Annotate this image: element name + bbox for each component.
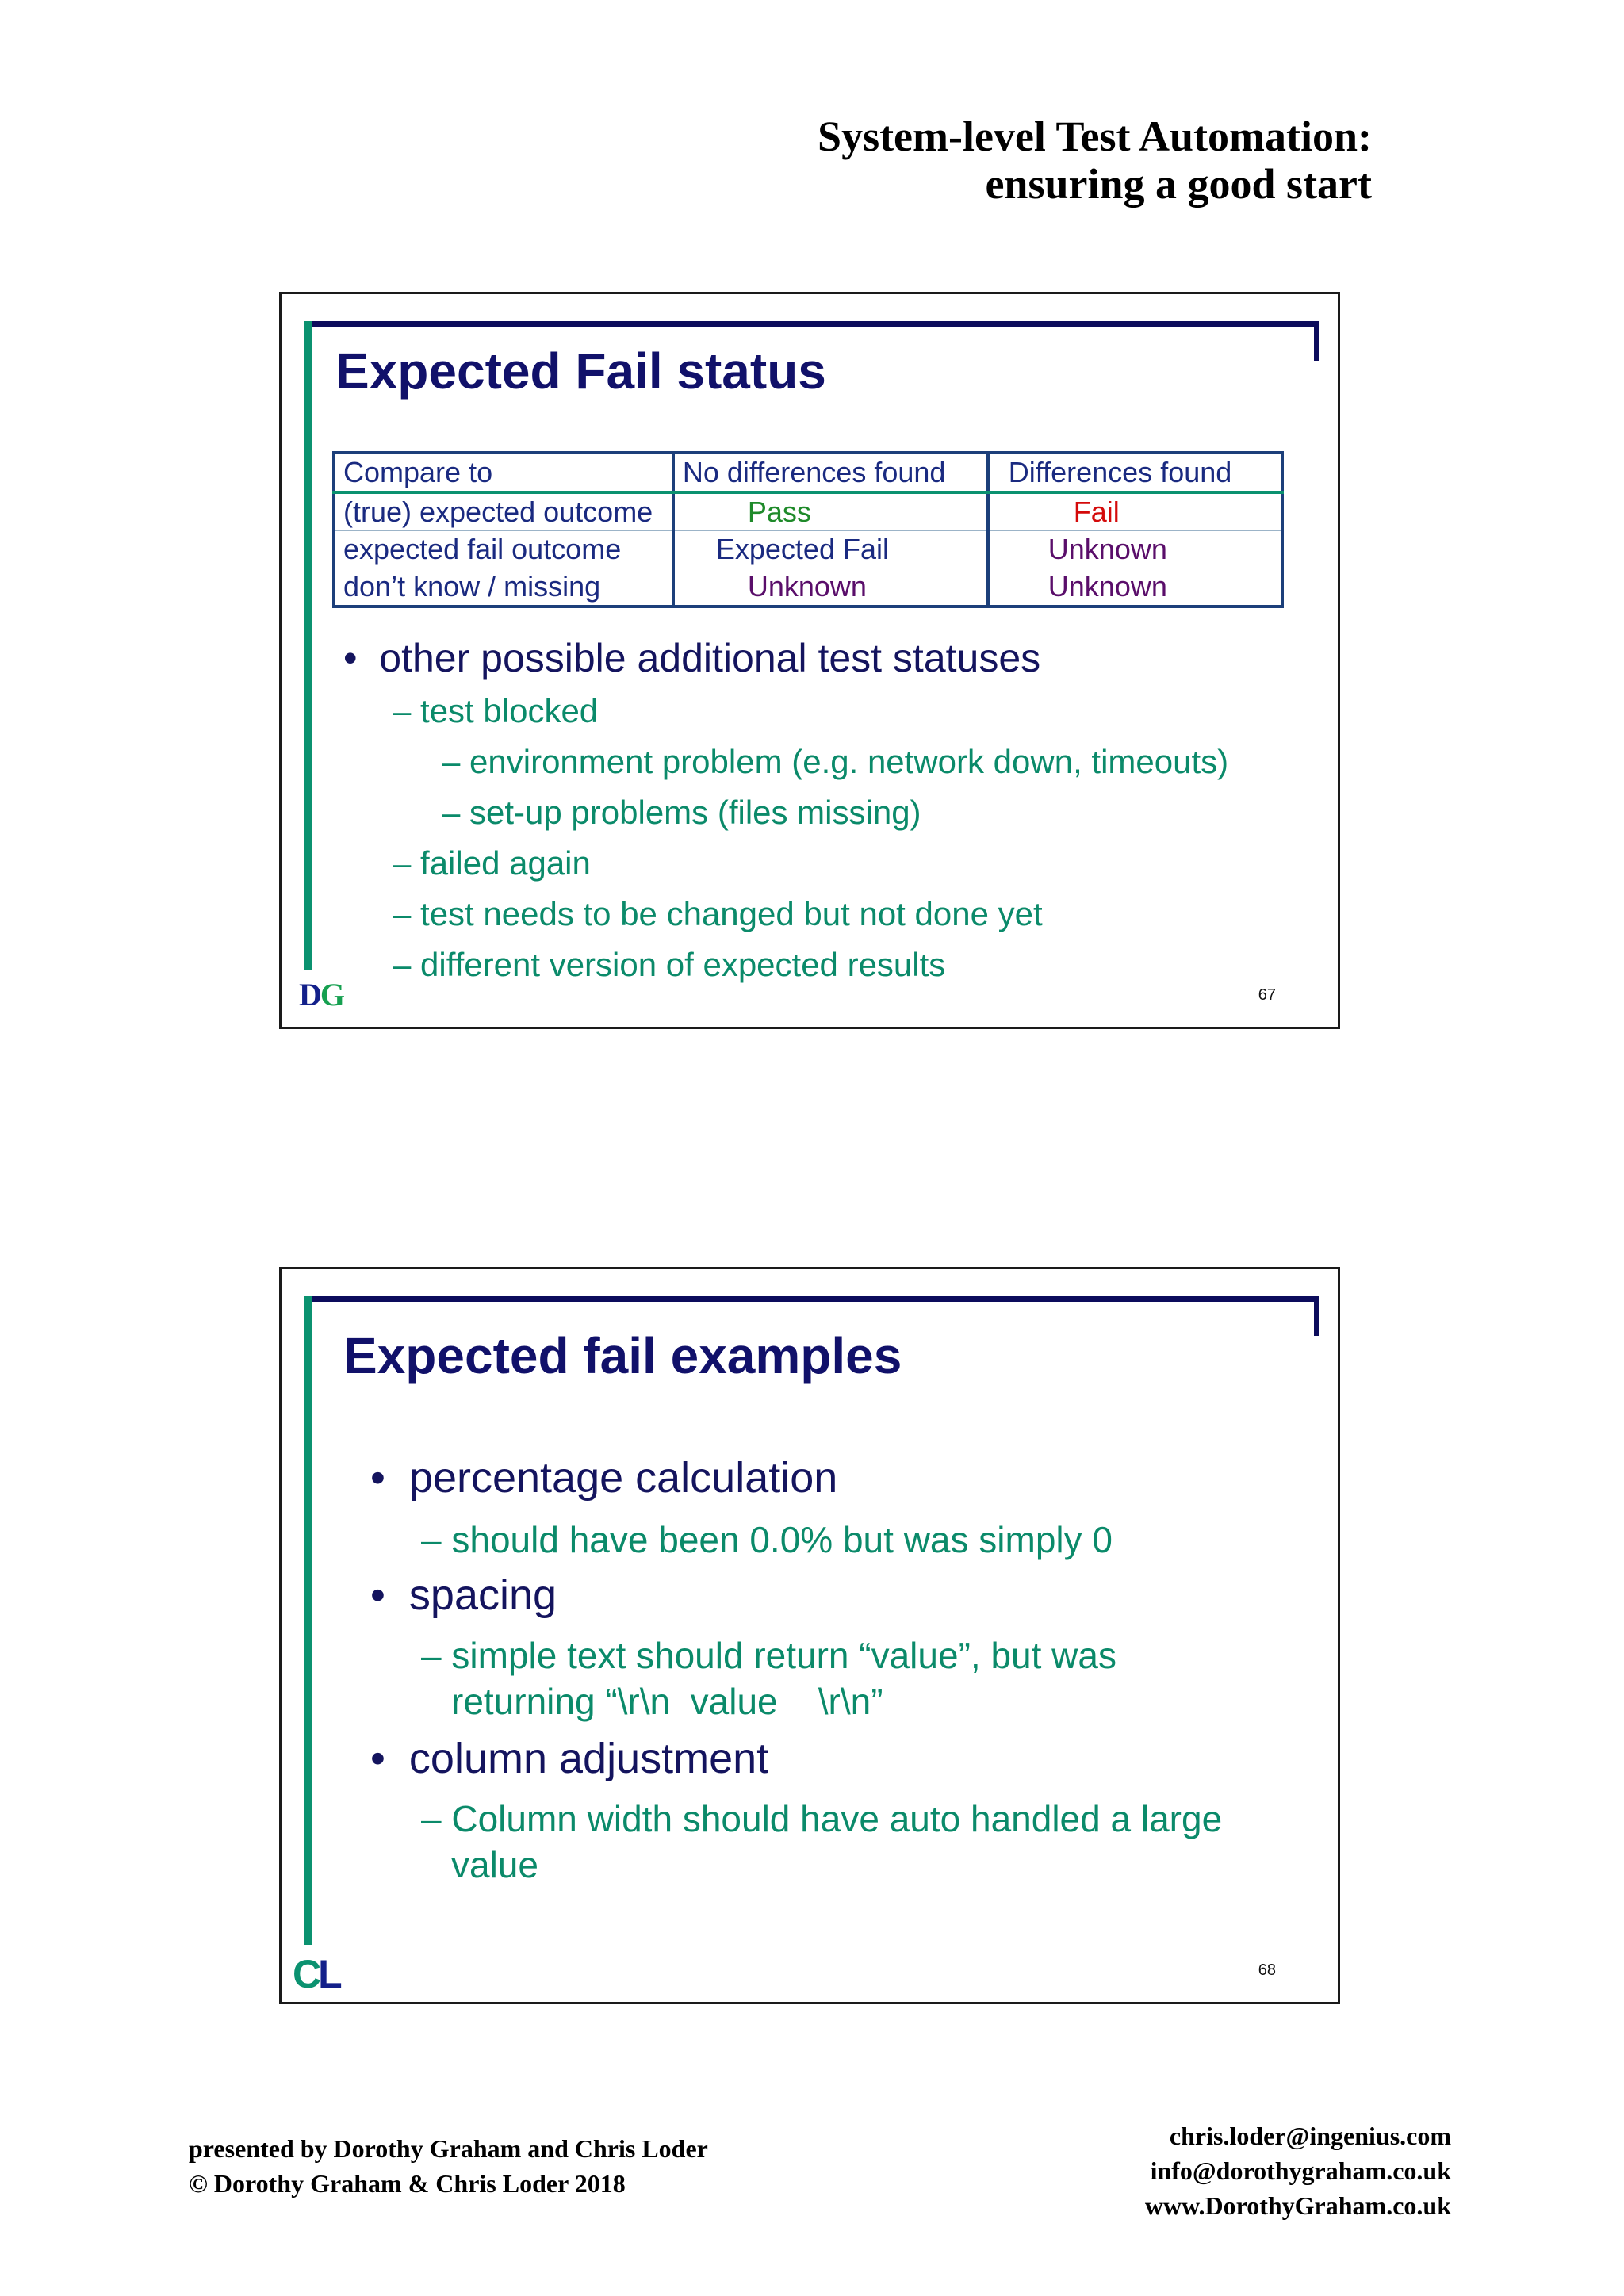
table-cell-expected-fail: Expected Fail <box>673 531 988 568</box>
cl-logo: CL <box>293 1952 339 1996</box>
table-cell-unknown: Unknown <box>988 568 1282 607</box>
slide-number: 67 <box>1258 986 1276 1004</box>
table-cell: expected fail outcome <box>334 531 673 568</box>
bullet-level-3: – set-up problems (files missing) <box>442 794 921 831</box>
bullet-level-2: – simple text should return “value”, but was returning “\r\n value \r\n” <box>421 1635 1127 1722</box>
slide-title: Expected fail examples <box>343 1327 902 1384</box>
table-cell-unknown: Unknown <box>673 568 988 607</box>
footer-email-chris: chris.loder@ingenius.com <box>1169 2122 1451 2150</box>
table-header-cell: Compare to <box>334 453 673 492</box>
footer-credits <box>189 2131 708 2201</box>
table-header-row <box>334 453 1282 492</box>
table-header-cell: No differences found <box>673 453 988 492</box>
table-cell-fail: Fail <box>988 492 1282 531</box>
bullet-level-1: • spacing <box>370 1571 557 1619</box>
bullet-level-1: • column adjustment <box>370 1735 769 1782</box>
table-cell-pass: Pass <box>673 492 988 531</box>
bullet-level-2: – failed again <box>393 844 591 882</box>
footer-contacts <box>1145 2118 1451 2223</box>
table-row <box>334 568 1282 607</box>
bullet-level-2: – Column width should have auto handled a large value <box>421 1798 1223 1885</box>
slide-title: Expected Fail status <box>335 342 826 400</box>
slide-67 <box>279 292 1340 1029</box>
bullet-level-2: – different version of expected results <box>393 946 946 983</box>
status-table <box>332 451 1284 608</box>
slide-number: 68 <box>1258 1961 1276 1979</box>
footer-website: www.DorothyGraham.co.uk <box>1144 2191 1451 2220</box>
slide-top-bar <box>304 321 1319 327</box>
header-line-1: System-level Test Automation: <box>818 113 1372 160</box>
footer-email-info: info@dorothygraham.co.uk <box>1150 2156 1451 2185</box>
slide-left-bar <box>304 321 312 970</box>
slide-top-bar <box>304 1296 1319 1302</box>
table-row <box>334 531 1282 568</box>
slide-right-bar <box>1314 1296 1320 1336</box>
table-cell: don’t know / missing <box>334 568 673 607</box>
slide-68 <box>279 1267 1340 2004</box>
bullet-level-1: • other possible additional test statuses <box>343 636 1041 680</box>
document-header <box>818 113 1372 208</box>
dg-logo: DG <box>299 977 344 1012</box>
bullet-level-2: – should have been 0.0% but was simply 0 <box>421 1519 1113 1560</box>
bullet-level-2: – test needs to be changed but not done yet <box>393 895 1043 932</box>
bullet-level-2: – test blocked <box>393 692 599 729</box>
table-cell-unknown: Unknown <box>988 531 1282 568</box>
slide-right-bar <box>1314 321 1320 361</box>
footer-copyright: © Dorothy Graham & Chris Loder 2018 <box>189 2169 626 2198</box>
table-header-cell: Differences found <box>988 453 1282 492</box>
bullet-level-1: • percentage calculation <box>370 1454 838 1502</box>
header-line-2: ensuring a good start <box>985 160 1372 208</box>
table-cell: (true) expected outcome <box>334 492 673 531</box>
footer-presenters: presented by Dorothy Graham and Chris Loder <box>189 2134 708 2163</box>
slide-left-bar <box>304 1296 312 1945</box>
table-row <box>334 492 1282 531</box>
bullet-level-3: – environment problem (e.g. network down, timeouts) <box>442 743 1229 780</box>
